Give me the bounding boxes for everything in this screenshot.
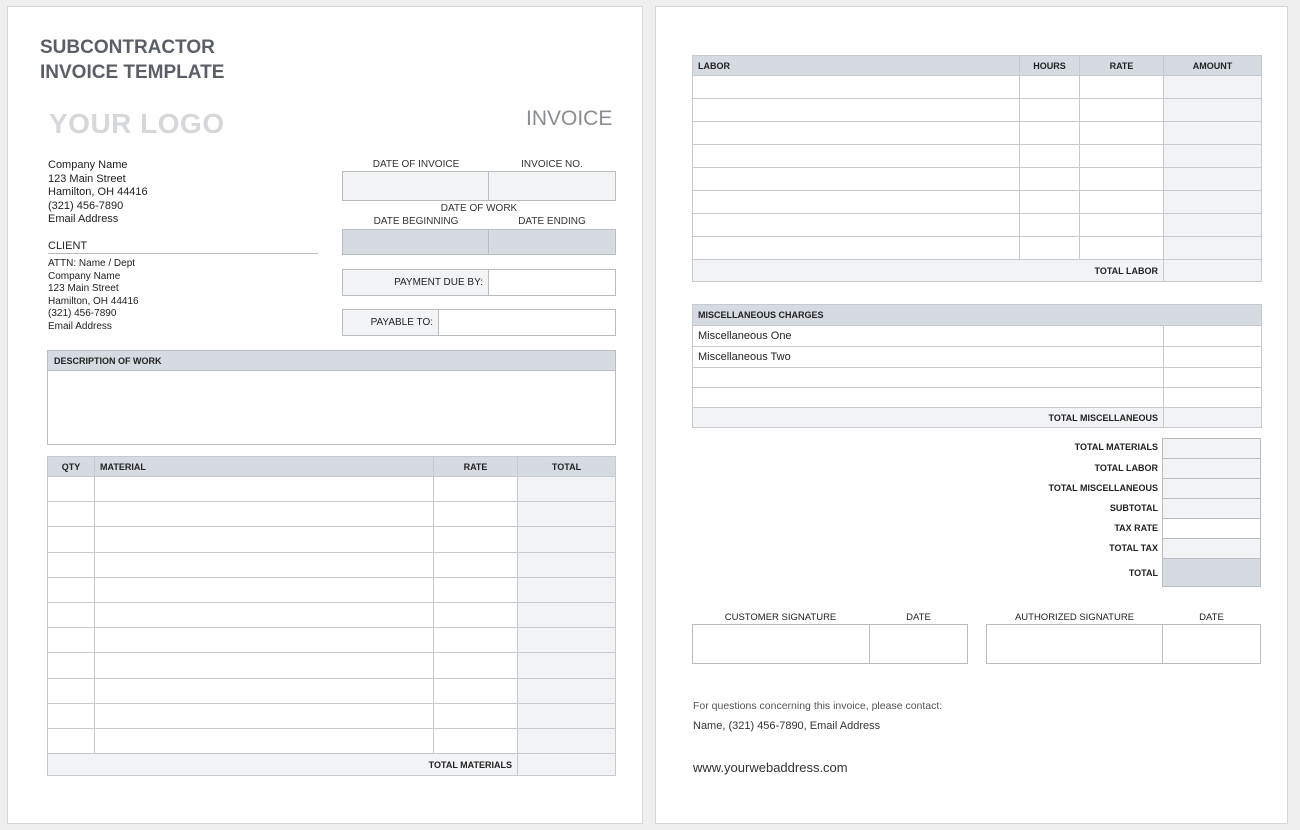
invoice-no-label: INVOICE NO. <box>521 159 583 170</box>
amount-cell[interactable] <box>1164 76 1262 99</box>
company-city: Hamilton, OH 44416 <box>48 186 148 198</box>
material-cell[interactable] <box>95 477 434 502</box>
table-row <box>693 168 1262 191</box>
rate-cell[interactable] <box>1080 145 1164 168</box>
qty-cell[interactable] <box>48 653 95 678</box>
rate-cell[interactable] <box>1080 237 1164 260</box>
summary-total-misc-label: TOTAL MISCELLANEOUS <box>1048 483 1158 493</box>
misc-row <box>693 326 1262 347</box>
contact-line: For questions concerning this invoice, please contact: <box>693 700 943 712</box>
table-row <box>693 145 1262 168</box>
materials-header-row <box>48 457 616 477</box>
date-of-work-label: DATE OF WORK <box>440 203 518 214</box>
company-info <box>48 159 148 227</box>
misc-charges-table <box>692 304 1262 428</box>
hours-cell[interactable] <box>1020 214 1080 237</box>
hours-cell[interactable] <box>1020 168 1080 191</box>
summary-total-label: TOTAL <box>1128 568 1158 578</box>
rate-cell[interactable] <box>434 602 518 627</box>
total-cell[interactable] <box>518 628 616 653</box>
table-row <box>693 122 1262 145</box>
client-city: Hamilton, OH 44416 <box>48 295 139 307</box>
invoice-page-2 <box>655 6 1288 824</box>
contact-info: Name, (321) 456-7890, Email Address <box>693 720 881 732</box>
material-cell[interactable] <box>95 653 434 678</box>
total-cell[interactable] <box>518 703 616 728</box>
total-cell[interactable] <box>518 527 616 552</box>
labor-cell[interactable] <box>693 99 1020 122</box>
summary-tax-rate-value[interactable] <box>1162 518 1261 539</box>
description-of-work-box <box>47 350 616 445</box>
qty-cell[interactable] <box>48 728 95 753</box>
client-info <box>48 258 139 334</box>
labor-rate-header: RATE <box>1080 56 1164 76</box>
labor-header: LABOR <box>693 56 1020 76</box>
rate-cell[interactable] <box>434 728 518 753</box>
hours-cell[interactable] <box>1020 122 1080 145</box>
table-row <box>693 99 1262 122</box>
amount-header: AMOUNT <box>1164 56 1262 76</box>
summary-total-materials-label: TOTAL MATERIALS <box>1074 442 1158 452</box>
rate-cell[interactable] <box>434 477 518 502</box>
website: www.yourwebaddress.com <box>693 760 848 775</box>
rate-cell[interactable] <box>1080 168 1164 191</box>
summary-total-tax-label: TOTAL TAX <box>1109 543 1158 553</box>
hours-cell[interactable] <box>1020 99 1080 122</box>
total-labor-label: TOTAL LABOR <box>693 260 1164 282</box>
total-cell[interactable] <box>518 577 616 602</box>
table-row <box>48 628 616 653</box>
total-header: TOTAL <box>518 457 616 477</box>
hours-header: HOURS <box>1020 56 1080 76</box>
client-name: Company Name <box>48 270 121 282</box>
rate-cell[interactable] <box>434 577 518 602</box>
qty-cell[interactable] <box>48 527 95 552</box>
misc-item-2[interactable]: Miscellaneous Two <box>693 347 1164 368</box>
rate-cell[interactable] <box>434 653 518 678</box>
date-beginning-label: DATE BEGINNING <box>373 216 459 227</box>
labor-cell[interactable] <box>693 237 1020 260</box>
date-label-1: DATE <box>906 612 931 623</box>
total-cell[interactable] <box>518 678 616 703</box>
logo-placeholder: YOUR LOGO <box>49 108 225 139</box>
payment-due-by-field[interactable] <box>488 269 616 296</box>
rate-cell[interactable] <box>434 703 518 728</box>
material-cell[interactable] <box>95 552 434 577</box>
misc-item-1[interactable]: Miscellaneous One <box>693 326 1164 347</box>
material-header: MATERIAL <box>95 457 434 477</box>
table-row <box>48 602 616 627</box>
material-cell[interactable] <box>95 602 434 627</box>
material-cell[interactable] <box>95 527 434 552</box>
labor-cell[interactable] <box>693 76 1020 99</box>
date-ending-field[interactable] <box>488 229 616 255</box>
hours-cell[interactable] <box>1020 76 1080 99</box>
labor-cell[interactable] <box>693 168 1020 191</box>
summary-total-labor-label: TOTAL LABOR <box>1094 463 1158 473</box>
summary-tax-rate-label: TAX RATE <box>1114 523 1158 533</box>
customer-signature-label: CUSTOMER SIGNATURE <box>724 612 837 623</box>
table-row <box>48 477 616 502</box>
summary-subtotal-label: SUBTOTAL <box>1109 503 1158 513</box>
payable-to-field[interactable] <box>438 309 616 336</box>
misc-heading: MISCELLANEOUS CHARGES <box>693 305 1262 326</box>
misc-row <box>693 388 1262 408</box>
material-cell[interactable] <box>95 728 434 753</box>
material-cell[interactable] <box>95 502 434 527</box>
summary-total-value[interactable] <box>1162 558 1261 587</box>
qty-cell[interactable] <box>48 502 95 527</box>
rate-cell[interactable] <box>1080 214 1164 237</box>
labor-cell[interactable] <box>693 122 1020 145</box>
invoice-heading: INVOICE <box>526 107 613 130</box>
amount-cell[interactable] <box>1164 122 1262 145</box>
company-phone: (321) 456-7890 <box>48 199 124 212</box>
rate-cell[interactable] <box>434 502 518 527</box>
table-row <box>48 678 616 703</box>
misc-row <box>693 368 1262 388</box>
client-email: Email Address <box>48 320 112 332</box>
hours-cell[interactable] <box>1020 237 1080 260</box>
rate-cell[interactable] <box>434 678 518 703</box>
total-misc-cell[interactable] <box>1164 408 1262 428</box>
material-cell[interactable] <box>95 678 434 703</box>
summary-total-labor-value[interactable] <box>1162 458 1261 479</box>
labor-table <box>692 55 1262 282</box>
qty-cell[interactable] <box>48 477 95 502</box>
customer-signature-field[interactable] <box>692 624 870 664</box>
material-cell[interactable] <box>95 577 434 602</box>
material-cell[interactable] <box>95 703 434 728</box>
amount-cell[interactable] <box>1164 237 1262 260</box>
payment-due-by-label: PAYMENT DUE BY: <box>394 277 483 288</box>
qty-cell[interactable] <box>48 577 95 602</box>
qty-cell[interactable] <box>48 552 95 577</box>
title-line-2: INVOICE TEMPLATE <box>40 62 225 83</box>
company-street: 123 Main Street <box>48 172 126 185</box>
qty-cell[interactable] <box>48 678 95 703</box>
qty-cell[interactable] <box>48 703 95 728</box>
total-cell[interactable] <box>518 653 616 678</box>
amount-cell[interactable] <box>1164 145 1262 168</box>
rate-cell[interactable] <box>434 527 518 552</box>
table-row <box>48 527 616 552</box>
summary-total-tax-value[interactable] <box>1162 538 1261 559</box>
rate-cell[interactable] <box>1080 122 1164 145</box>
total-cell[interactable] <box>518 728 616 753</box>
payment-due-by-label-box <box>342 269 489 296</box>
amount-cell[interactable] <box>1164 168 1262 191</box>
misc-amount-2[interactable] <box>1164 347 1262 368</box>
authorized-signature-field[interactable] <box>986 624 1163 664</box>
misc-amount-1[interactable] <box>1164 326 1262 347</box>
date-label-2: DATE <box>1199 612 1224 623</box>
total-labor-cell[interactable] <box>1164 260 1262 282</box>
customer-date-field[interactable] <box>869 624 968 664</box>
misc-row <box>693 347 1262 368</box>
table-row <box>48 653 616 678</box>
misc-item-4[interactable] <box>693 388 1164 408</box>
table-row <box>693 214 1262 237</box>
authorized-signature-label: AUTHORIZED SIGNATURE <box>1014 612 1135 623</box>
hours-cell[interactable] <box>1020 145 1080 168</box>
payable-to-label-box <box>342 309 439 336</box>
invoice-no-field[interactable] <box>488 171 616 201</box>
table-row <box>693 191 1262 214</box>
date-beginning-field[interactable] <box>342 229 489 255</box>
rate-cell[interactable] <box>1080 76 1164 99</box>
labor-cell[interactable] <box>693 145 1020 168</box>
table-row <box>48 703 616 728</box>
document-title <box>40 35 224 85</box>
table-row <box>693 76 1262 99</box>
description-field[interactable] <box>48 371 615 444</box>
total-misc-label: TOTAL MISCELLANEOUS <box>693 408 1164 428</box>
labor-cell[interactable] <box>693 191 1020 214</box>
materials-table <box>47 456 616 776</box>
title-line-1: SUBCONTRACTOR <box>40 37 215 58</box>
material-cell[interactable] <box>95 628 434 653</box>
misc-header-row <box>693 305 1262 326</box>
summary-subtotal-value[interactable] <box>1162 498 1261 519</box>
summary-total-materials-value[interactable] <box>1162 438 1261 459</box>
total-materials-row <box>48 754 616 776</box>
amount-cell[interactable] <box>1164 191 1262 214</box>
rate-cell[interactable] <box>434 628 518 653</box>
labor-cell[interactable] <box>693 214 1020 237</box>
total-materials-label: TOTAL MATERIALS <box>48 754 518 776</box>
hours-cell[interactable] <box>1020 191 1080 214</box>
client-street: 123 Main Street <box>48 283 119 295</box>
rate-cell[interactable] <box>1080 99 1164 122</box>
client-phone: (321) 456-7890 <box>48 308 117 320</box>
payable-to-label: PAYABLE TO: <box>370 317 433 328</box>
amount-cell[interactable] <box>1164 214 1262 237</box>
rate-header: RATE <box>434 457 518 477</box>
date-ending-label: DATE ENDING <box>518 216 586 227</box>
summary-total-misc-value[interactable] <box>1162 478 1261 499</box>
table-row <box>48 577 616 602</box>
table-row <box>48 502 616 527</box>
rate-cell[interactable] <box>434 552 518 577</box>
date-of-invoice-field[interactable] <box>342 171 489 201</box>
qty-cell[interactable] <box>48 628 95 653</box>
description-heading: DESCRIPTION OF WORK <box>48 351 615 371</box>
amount-cell[interactable] <box>1164 99 1262 122</box>
authorized-date-field[interactable] <box>1162 624 1261 664</box>
misc-amount-3[interactable] <box>1164 368 1262 388</box>
table-row <box>48 728 616 753</box>
total-cell[interactable] <box>518 602 616 627</box>
qty-header: QTY <box>48 457 95 477</box>
misc-amount-4[interactable] <box>1164 388 1262 408</box>
qty-cell[interactable] <box>48 602 95 627</box>
company-email: Email Address <box>48 213 119 225</box>
total-labor-row <box>693 260 1262 282</box>
company-name: Company Name <box>48 159 128 171</box>
labor-header-row <box>693 56 1262 76</box>
total-misc-row <box>693 408 1262 428</box>
date-of-invoice-label: DATE OF INVOICE <box>372 159 460 170</box>
rate-cell[interactable] <box>1080 191 1164 214</box>
total-cell[interactable] <box>518 552 616 577</box>
client-attn: ATTN: Name / Dept <box>48 258 136 269</box>
total-cell[interactable] <box>518 502 616 527</box>
table-row <box>48 552 616 577</box>
total-materials-cell[interactable] <box>518 754 616 776</box>
total-cell[interactable] <box>518 477 616 502</box>
misc-item-3[interactable] <box>693 368 1164 388</box>
invoice-page-1 <box>7 6 643 824</box>
table-row <box>693 237 1262 260</box>
client-heading: CLIENT <box>48 240 318 254</box>
